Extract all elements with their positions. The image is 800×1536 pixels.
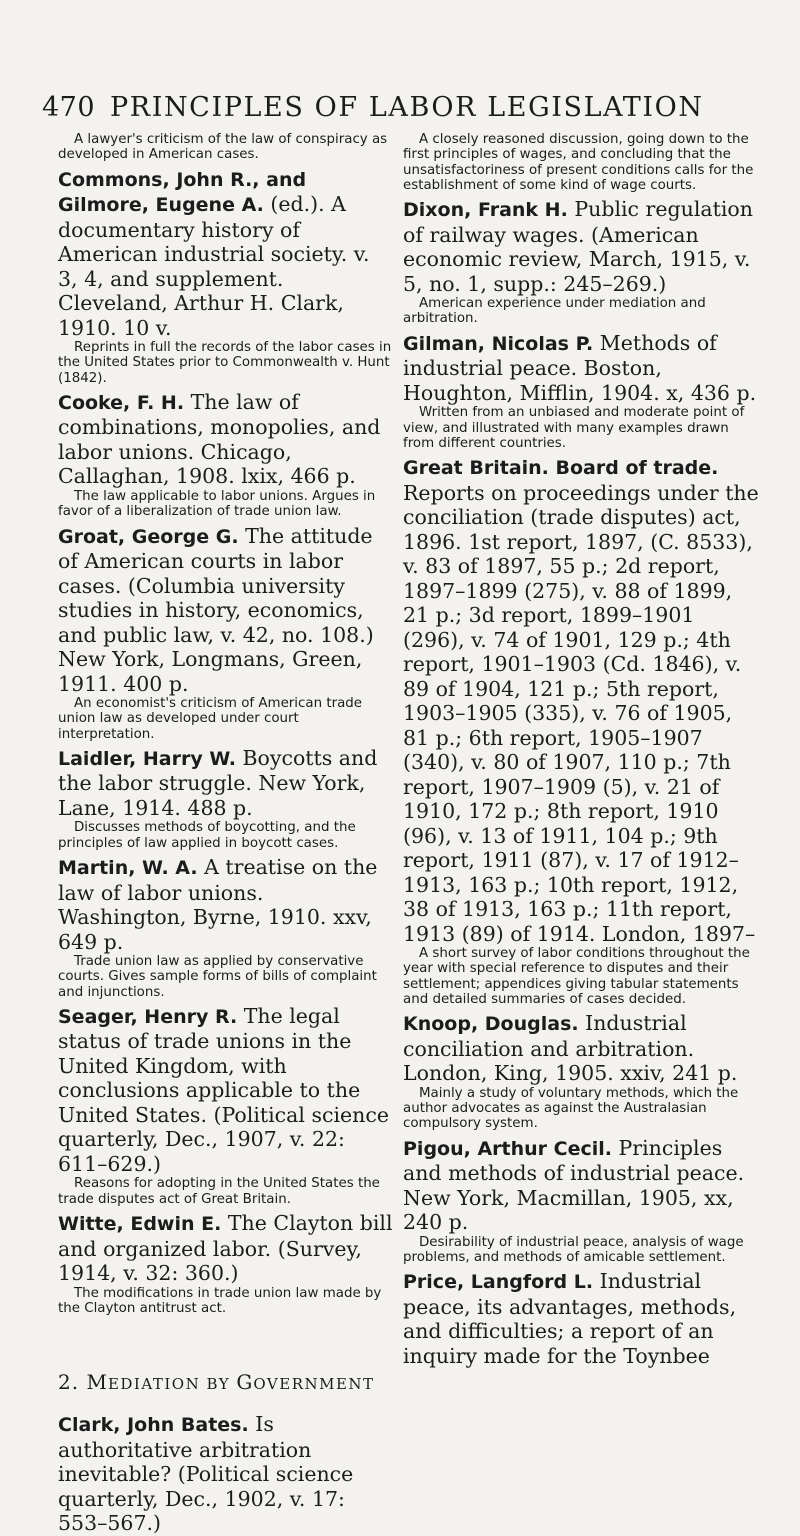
- entry-author: Pigou, Arthur Cecil.: [403, 1137, 612, 1160]
- entry-citation: [58, 1211, 394, 1286]
- entry-author: Gilman, Nicolas P.: [403, 332, 594, 355]
- entry-details: Public regulation of railway wages. (American economic review, March, 1915, v. 5, no. 1, supp.: 245–269.): [403, 197, 753, 296]
- entry-author: Seager, Henry R.: [58, 1005, 238, 1028]
- bibliography-entry: [58, 1004, 394, 1207]
- entry-author: Cooke, F. H.: [58, 391, 185, 414]
- bibliography-entry: [58, 390, 394, 520]
- entry-citation: [403, 1269, 760, 1368]
- entry-annotation: Mainly a study of voluntary methods, which the author advocates as against the Australasian compulsory system.: [403, 1085, 739, 1132]
- entry-details: A treatise on the law of labor unions. Washington, Byrne, 1910. xxv, 649 p.: [58, 855, 378, 954]
- entry-annotation: Discusses methods of boycotting, and the principles of law applied in boycott cases.: [58, 820, 356, 851]
- entry-annotation: The law applicable to labor unions. Argues in favor of a liberalization of trade union law.: [58, 488, 376, 520]
- entry-citation: [58, 1004, 394, 1177]
- entry-details: Is authoritative arbitration inevitable? (Political science quarterly, Dec., 1902, v. 17: 553–567.): [58, 1412, 354, 1536]
- entry-annotation: Desirability of industrial peace, analysis of wage problems, and methods of amicable settlement.: [403, 1234, 744, 1266]
- entry-citation: [403, 1136, 760, 1235]
- entry-details: The Clayton bill and organized labor. (Survey, 1914, v. 32: 360.): [58, 1211, 393, 1286]
- section-heading: [58, 1370, 394, 1394]
- bibliography-entry: [403, 1011, 760, 1131]
- bibliography-entry: [58, 746, 394, 851]
- entry-citation: [403, 455, 760, 946]
- entry-details: Principles and methods of industrial peace. New York, Macmillan, 1905, xx, 240 p.: [403, 1135, 745, 1235]
- bibliography-entry: [403, 1269, 760, 1368]
- entry-annotation: Reprints in full the records of the labor cases in the United States prior to Commonwealth v. Hunt (1842).: [58, 340, 392, 386]
- entry-annotation: Reasons for adopting in the United States the trade disputes act of Great Britain.: [58, 1176, 380, 1207]
- entry-details: (ed.). A documentary history of American industrial society. v. 3, 4, and supplement. Cleveland, Arthur H. Clark, 1910. 10 v.: [58, 192, 370, 340]
- entry-annotation: A short survey of labor conditions throughout the year with special reference to disputes and their settlement; appendices giving tabular statements and detailed summaries of cases decided.: [403, 946, 750, 1008]
- entry-citation: [58, 524, 394, 697]
- entry-author: Commons, John R., and Gilmore, Eugene A.: [58, 168, 307, 217]
- section-number: 2.: [58, 1370, 80, 1395]
- entry-author: Knoop, Douglas.: [403, 1013, 579, 1036]
- section-title-part: M: [86, 1370, 108, 1395]
- entry-citation: [58, 390, 394, 489]
- bibliography-entry: [58, 167, 394, 386]
- continued-note: A closely reasoned discussion, going down to the first principles of wages, and concluding that the unsatisfactoriness of present conditions calls for the establishment of some kind of wage courts.: [403, 132, 754, 193]
- entry-author: Witte, Edwin E.: [58, 1213, 222, 1236]
- entry-details: Methods of industrial peace. Boston, Houghton, Mifflin, 1904. x, 436 p.: [403, 330, 757, 405]
- entry-author: Clark, John Bates.: [58, 1414, 249, 1437]
- section-title-part: G: [236, 1370, 254, 1395]
- bibliography-entry: [403, 455, 760, 1007]
- entry-author: Price, Langford L.: [403, 1271, 594, 1294]
- entry-author: Groat, George G.: [58, 525, 239, 548]
- entry-author: Martin, W. A.: [58, 857, 198, 880]
- bibliography-entry: [58, 1211, 394, 1316]
- bibliography-entry: [403, 331, 760, 451]
- running-title: PRINCIPLES OF LABOR LEGISLATION: [110, 92, 704, 123]
- entry-citation: [403, 331, 760, 406]
- entry-details: Reports on proceedings under the conciliation (trade disputes) act, 1896. 1st report, 1897, (C. 8533), v. 83 of 1897, 55 p.; 2d report, 1897–1899 (275), v. 88 of 1899, 21 p.; 3d report, 1899–1901 (296), v. 74 of 1901, 129 p.; 4th report, 1901–1903 (Cd. 1846), v. 89 of 1904, 121 p.; 5th report, 1903–1905 (335), v. 76 of 1905, 81 p.; 6th report, 1905–1907 (340), v. 80 of 1907, 110 p.; 7th report, 1907–1909 (5), v. 21 of 1910, 172 p.; 8th report, 1910 (96), v. 13 of 1911, 104 p.; 9th report, 1911 (87), v. 17 of 1912–1913, 163 p.; 10th report, 1912, 38 of 1913, 163 p.; 11th report, 1913 (89) of 1914. London, 1897–: [403, 480, 759, 946]
- entry-author: Dixon, Frank H.: [403, 199, 568, 222]
- entry-annotation: American experience under mediation and arbitration.: [403, 296, 706, 327]
- entry-details: The law of combinations, monopolies, and labor unions. Chicago, Callaghan, 1908. lxix, 466 p.: [58, 389, 381, 489]
- bibliography-entry: [58, 855, 394, 1000]
- bibliography-entry: [403, 1136, 760, 1266]
- entry-annotation: The modifications in trade union law made by the Clayton antitrust act.: [58, 1285, 382, 1316]
- entry-citation: [58, 855, 394, 954]
- bibliography-entry: [403, 197, 760, 327]
- entry-annotation: Written from an unbiased and moderate point of view, and illustrated with many examples drawn from different countries.: [403, 405, 745, 451]
- entry-citation: [403, 1011, 760, 1086]
- right-column: [403, 132, 760, 1368]
- continued-note: A lawyer's criticism of the law of conspiracy as developed in American cases.: [58, 132, 388, 163]
- entry-details: Boycotts and the labor struggle. New York, Lane, 1914. 488 p.: [58, 745, 378, 820]
- entry-details: The legal status of trade unions in the United Kingdom, with conclusions applicable to the United States. (Political science quarterly, Dec., 1907, v. 22: 611–629.): [58, 1003, 389, 1176]
- entry-citation: [403, 197, 760, 296]
- bibliography-entry: [58, 524, 394, 742]
- entry-citation: [58, 1412, 394, 1536]
- entry-details: The attitude of American courts in labor cases. (Columbia university studies in history, economics, and public law, v. 42, no. 108.) New York, Longmans, Green, 1911. 400 p.: [58, 523, 374, 696]
- left-column: [58, 132, 394, 1536]
- page-number: 470: [42, 92, 96, 123]
- entry-annotation: Trade union law as applied by conservative courts. Gives sample forms of bills of complaint and injunctions.: [58, 954, 377, 1000]
- section-title-part: OVERNMENT: [253, 1375, 375, 1394]
- bibliography-entry: [58, 1412, 394, 1536]
- entry-details: Industrial peace, its advantages, methods, and difficulties; a report of an inquiry made for the Toynbee: [403, 1269, 737, 1368]
- section-title-part: EDIATION BY: [107, 1375, 237, 1394]
- entry-details: Industrial conciliation and arbitration. London, King, 1905. xxiv, 241 p.: [403, 1011, 738, 1086]
- entry-author: Laidler, Harry W.: [58, 747, 236, 770]
- entry-author: Great Britain. Board of trade.: [403, 457, 719, 480]
- entry-citation: [58, 746, 394, 821]
- entry-citation: [58, 167, 394, 341]
- entry-annotation: An economist's criticism of American trade union law as developed under court interpretation.: [58, 696, 363, 742]
